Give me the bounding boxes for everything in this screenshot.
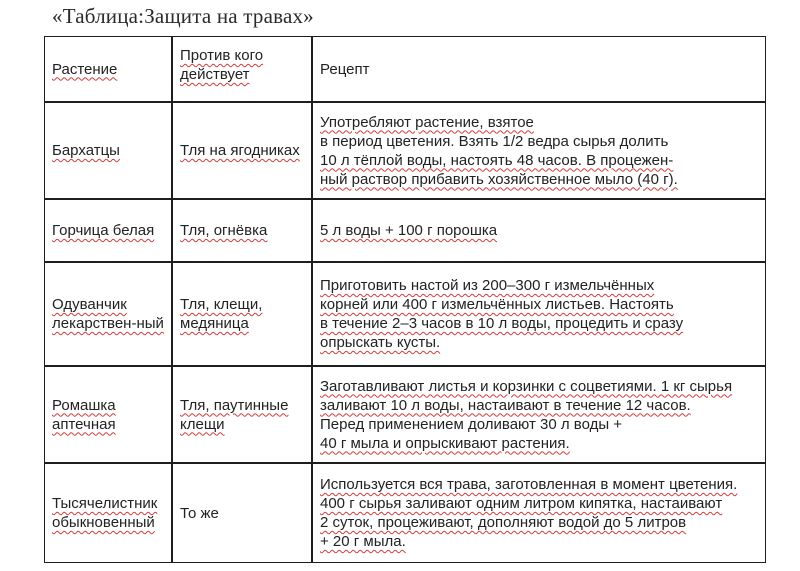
recipe-cell: Употребляют растение, взятое в период цветения. Взять 1/2 ведра сырья долить 10 л тёплой воды, настоять 48 часов. В процежен- ный раствор прибавить хозяйственное мыло (40 г).	[312, 102, 766, 199]
header-target: Против кого действует	[172, 36, 312, 102]
table-row	[44, 463, 766, 563]
target-cell: То же	[172, 463, 312, 563]
table-row	[44, 366, 766, 463]
plant-cell: Бархатцы	[44, 102, 172, 199]
header-recipe: Рецепт	[312, 36, 766, 102]
document-title: «Таблица:Защита на травах»	[52, 4, 314, 28]
table-row	[44, 262, 766, 366]
plant-cell: Тысячелистник обыкновенный	[44, 463, 172, 563]
recipe-cell: Используется вся трава, заготовленная в момент цветения. 400 г сырья заливают одним литром кипятка, настаивают 2 суток, процеживают, дополняют водой до 5 литров + 20 г мыла.	[312, 463, 766, 563]
plant-cell: Ромашка аптечная	[44, 366, 172, 463]
plant-cell: Одуванчик лекарствен-ный	[44, 262, 172, 366]
table-header-row	[44, 36, 766, 102]
plant-cell: Горчица белая	[44, 199, 172, 262]
table-row	[44, 102, 766, 199]
target-cell: Тля, огнёвка	[172, 199, 312, 262]
recipe-cell: 5 л воды + 100 г порошка	[312, 199, 766, 262]
target-cell: Тля на ягодниках	[172, 102, 312, 199]
header-plant: Растение	[44, 36, 172, 102]
target-cell: Тля, клещи, медяница	[172, 262, 312, 366]
herbs-protection-table	[44, 36, 766, 563]
recipe-cell: Заготавливают листья и корзинки с соцветиями. 1 кг сырья заливают 10 л воды, настаивают в течение 12 часов. Перед применением доливают 30 л воды + 40 г мыла и опрыскивают растения.	[312, 366, 766, 463]
recipe-cell: Приготовить настой из 200–300 г измельчённых корней или 400 г измельчённых листьев. Настоять в течение 2–3 часов в 10 л воды, процедить и сразу опрыскать кусты.	[312, 262, 766, 366]
target-cell: Тля, паутинные клещи	[172, 366, 312, 463]
table-row	[44, 199, 766, 262]
